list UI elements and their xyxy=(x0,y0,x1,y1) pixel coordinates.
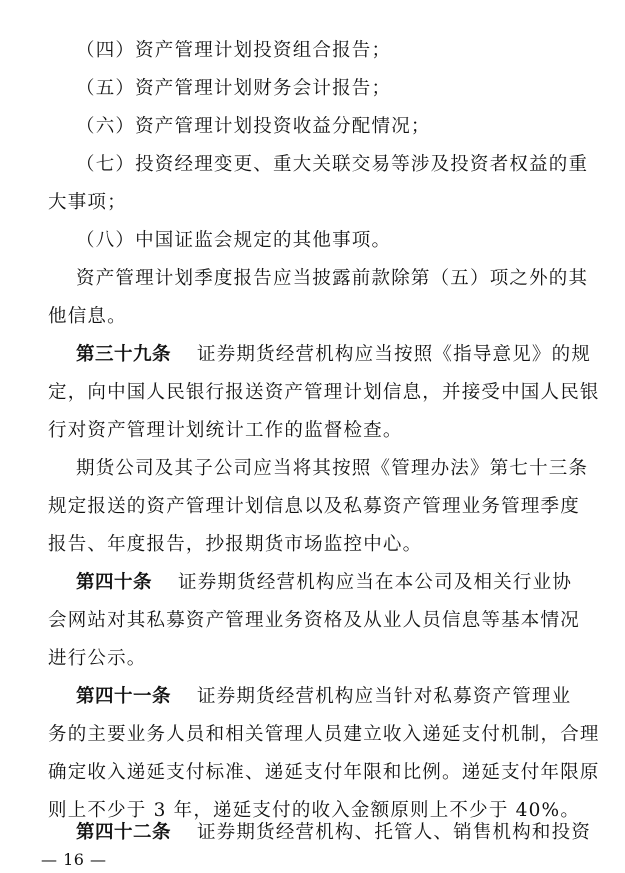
page-number: — 16 — xyxy=(41,850,107,869)
line-text: 资产管理计划季度报告应当披露前款除第（五）项之外的其 xyxy=(76,268,589,289)
text-line-1 xyxy=(76,38,598,64)
line-text: （四）资产管理计划投资组合报告； xyxy=(76,40,392,61)
line-text: （五）资产管理计划财务会计报告； xyxy=(76,78,392,99)
line-text: 规定报送的资产管理计划信息以及私募资产管理业务管理季度 xyxy=(48,496,580,517)
text-line-20 xyxy=(48,760,600,786)
text-line-7 xyxy=(76,266,598,292)
text-line-11 xyxy=(48,418,570,444)
line-text: 行对资产管理计划统计工作的监督检查。 xyxy=(48,420,403,441)
line-text: 务的主要业务人员和相关管理人员建立收入递延支付机制，合理 xyxy=(48,724,600,745)
text-line-4 xyxy=(76,152,598,178)
article-heading: 第四十二条 xyxy=(76,822,172,843)
text-line-8 xyxy=(48,304,570,330)
text-line-10 xyxy=(48,380,600,406)
text-line-13 xyxy=(48,494,580,520)
text-line-5 xyxy=(48,190,570,216)
line-text: 定，向中国人民银行报送资产管理计划信息，并接受中国人民银 xyxy=(48,382,600,403)
text-line-14 xyxy=(48,532,570,558)
article-39-line-1 xyxy=(76,342,598,368)
line-text: 证券期货经营机构、托管人、销售机构和投资 xyxy=(197,822,592,843)
line-text: 则上不少于 3 年，递延支付的收入金额原则上不少于 40%。 xyxy=(48,800,581,821)
article-heading: 第四十一条 xyxy=(76,686,172,707)
article-40-line-1 xyxy=(76,570,598,596)
text-line-2 xyxy=(76,76,598,102)
line-text: 证券期货经营机构应当针对私募资产管理业 xyxy=(197,686,572,707)
line-text: 期货公司及其子公司应当将其按照《管理办法》第七十三条 xyxy=(76,458,589,479)
text-line-6 xyxy=(76,228,598,254)
text-line-3 xyxy=(76,114,598,140)
article-41-line-1 xyxy=(76,684,598,710)
line-text: （八）中国证监会规定的其他事项。 xyxy=(76,230,392,251)
line-text: 证券期货经营机构应当按照《指导意见》的规 xyxy=(197,344,592,365)
line-text: （六）资产管理计划投资收益分配情况； xyxy=(76,116,431,137)
line-text: 大事项； xyxy=(48,192,127,213)
text-line-19 xyxy=(48,722,600,748)
article-heading: 第三十九条 xyxy=(76,344,172,365)
line-text: 他信息。 xyxy=(48,306,127,327)
line-text: 报告、年度报告，抄报期货市场监控中心。 xyxy=(48,534,423,555)
line-text: 进行公示。 xyxy=(48,648,147,669)
line-text: （七）投资经理变更、重大关联交易等涉及投资者权益的重 xyxy=(76,154,589,175)
text-line-17 xyxy=(48,646,570,672)
line-text: 会网站对其私募资产管理业务资格及从业人员信息等基本情况 xyxy=(48,610,580,631)
line-text: 确定收入递延支付标准、递延支付年限和比例。递延支付年限原 xyxy=(48,762,600,783)
text-line-16 xyxy=(48,608,580,634)
line-text: 证券期货经营机构应当在本公司及相关行业协 xyxy=(178,572,573,593)
text-line-12 xyxy=(76,456,598,482)
article-42-line-1 xyxy=(76,820,598,846)
article-heading: 第四十条 xyxy=(76,572,153,593)
